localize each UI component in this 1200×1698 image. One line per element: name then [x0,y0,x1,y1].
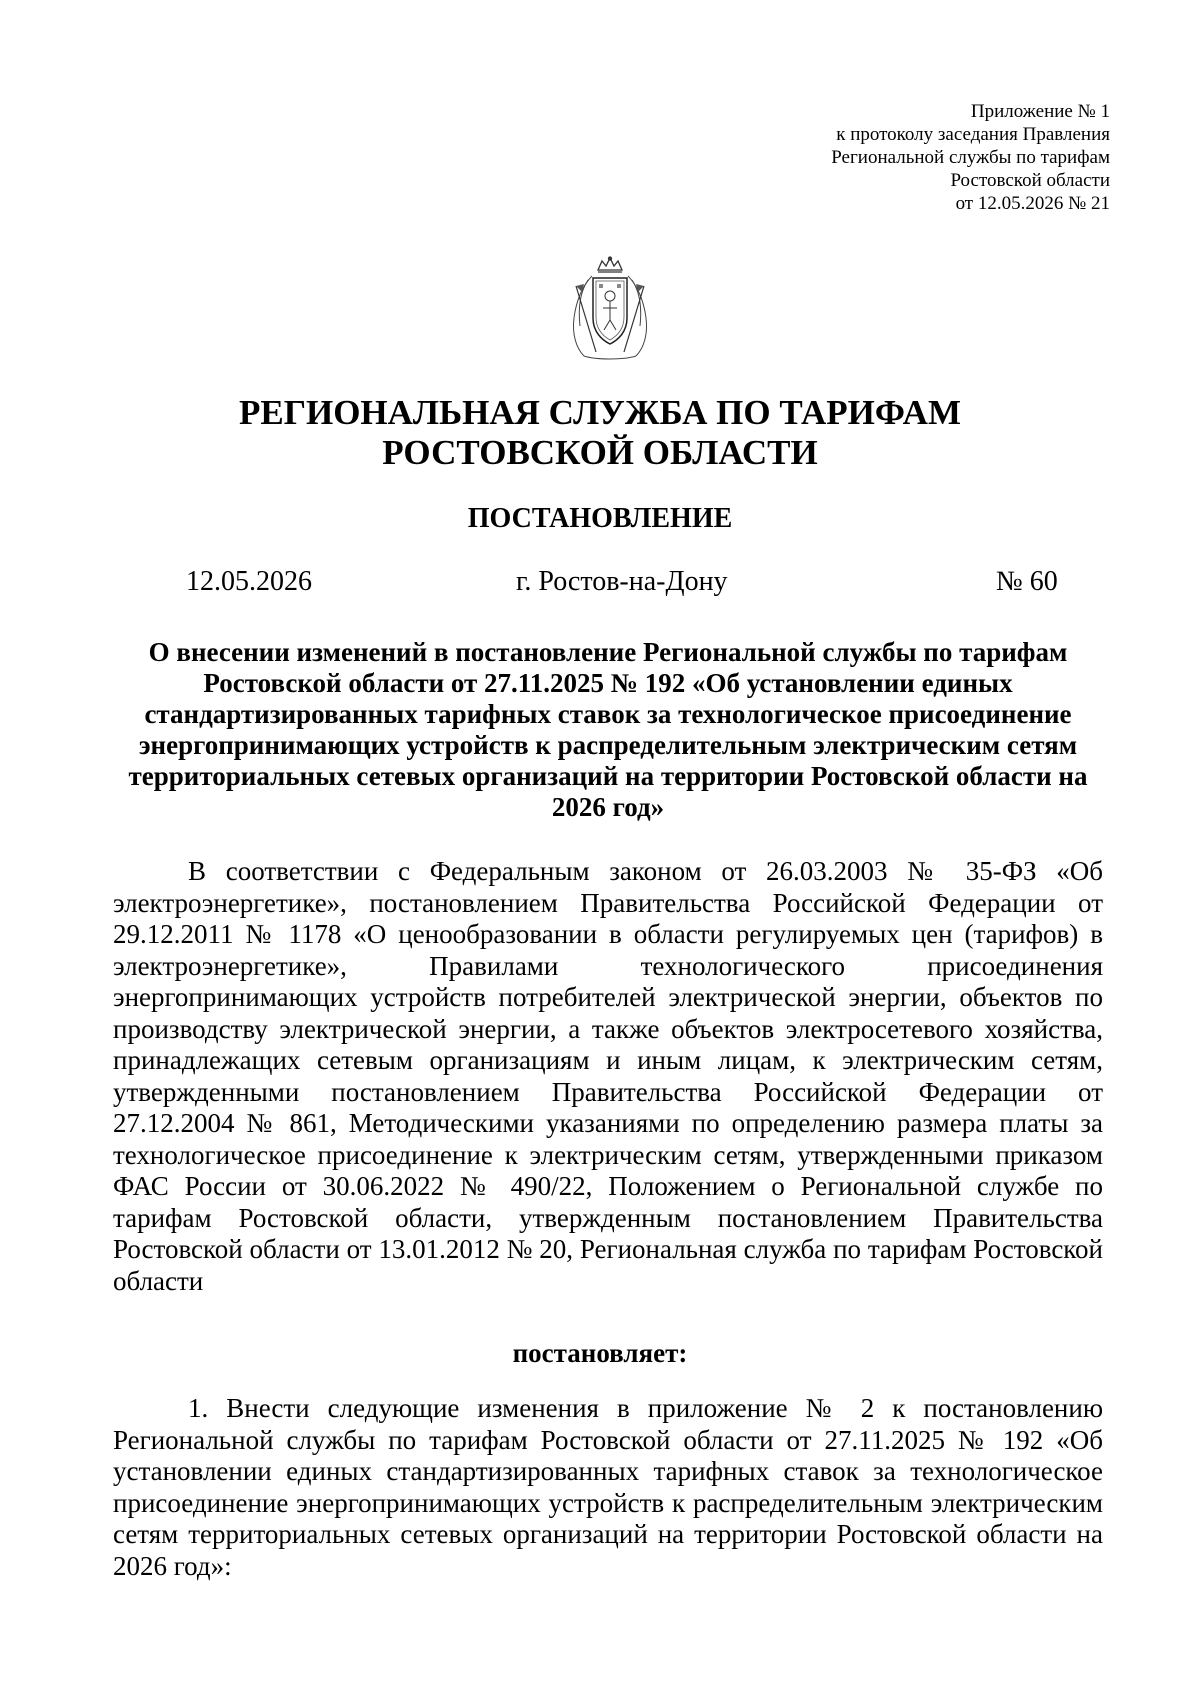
appendix-line: от 12.05.2026 № 21 [955,193,1110,214]
document-date: 12.05.2026 [186,566,312,597]
organization-title [100,393,1100,473]
document-type: ПОСТАНОВЛЕНИЕ [467,503,733,534]
coat-of-arms-icon [562,256,658,364]
appendix-note [700,100,1110,215]
organization-title-line: РЕГИОНАЛЬНАЯ СЛУЖБА ПО ТАРИФАМ [238,393,961,432]
appendix-line: к протоколу заседания Правления [836,124,1110,145]
document-subject: О внесении изменений в постановление Региональной службы по тарифам Ростовской области от 27.11.2025 № 192 «Об установлении единых стандартизированных тарифных ставок за технологическое присоединение энергопринимающих устройств к распределительным электрическим сетям территориальных сетевых организаций на территории Ростовской области на 2026 год» [128,637,1088,822]
organization-title-line: РОСТОВСКОЙ ОБЛАСТИ [382,433,818,472]
appendix-line: Региональной службы по тарифам [831,147,1110,168]
item-1-paragraph: 1. Внести следующие изменения в приложение № 2 к постановлению Региональной службы по тарифам Ростовской области от 27.11.2025 № 192 «Об установлении единых стандартизированных тарифных ставок за технологическое присоединение энергопринимающих устройств к распределительным электрическим сетям территориальных сетевых организаций на территории Ростовской области на 2026 год»: [113,1393,1103,1581]
resolves-heading: постановляет: [512,1338,688,1368]
appendix-line: Приложение № 1 [970,101,1110,122]
preamble-paragraph: В соответствии с Федеральным законом от 26.03.2003 № 35-ФЗ «Об электроэнергетике», постановлением Правительства Российской Федерации от 29.12.2011 № 1178 «О ценообразовании в области регулируемых цен (тарифов) в электроэнергетике», Правилами технологического присоединения энергопринимающих устройств потребителей электрической энергии, объектов по производству электрической энергии, а также объектов электросетевого хозяйства, принадлежащих сетевым организациям и иным лицам, к электрическим сетям, утвержденными постановлением Правительства Российской Федерации от 27.12.2004 № 861, Методическими указаниями по определению размера платы за технологическое присоединение к электрическим сетям, утвержденными приказом ФАС России от 30.06.2022 № 490/22, Положением о Региональной службе по тарифам Ростовской области, утвержденным постановлением Правительства Ростовской области от 13.01.2012 № 20, Региональная служба по тарифам Ростовской области [113,856,1103,1296]
document-city: г. Ростов-на-Дону [516,566,728,597]
document-number: № 60 [996,566,1058,597]
appendix-line: Ростовской области [950,170,1110,191]
